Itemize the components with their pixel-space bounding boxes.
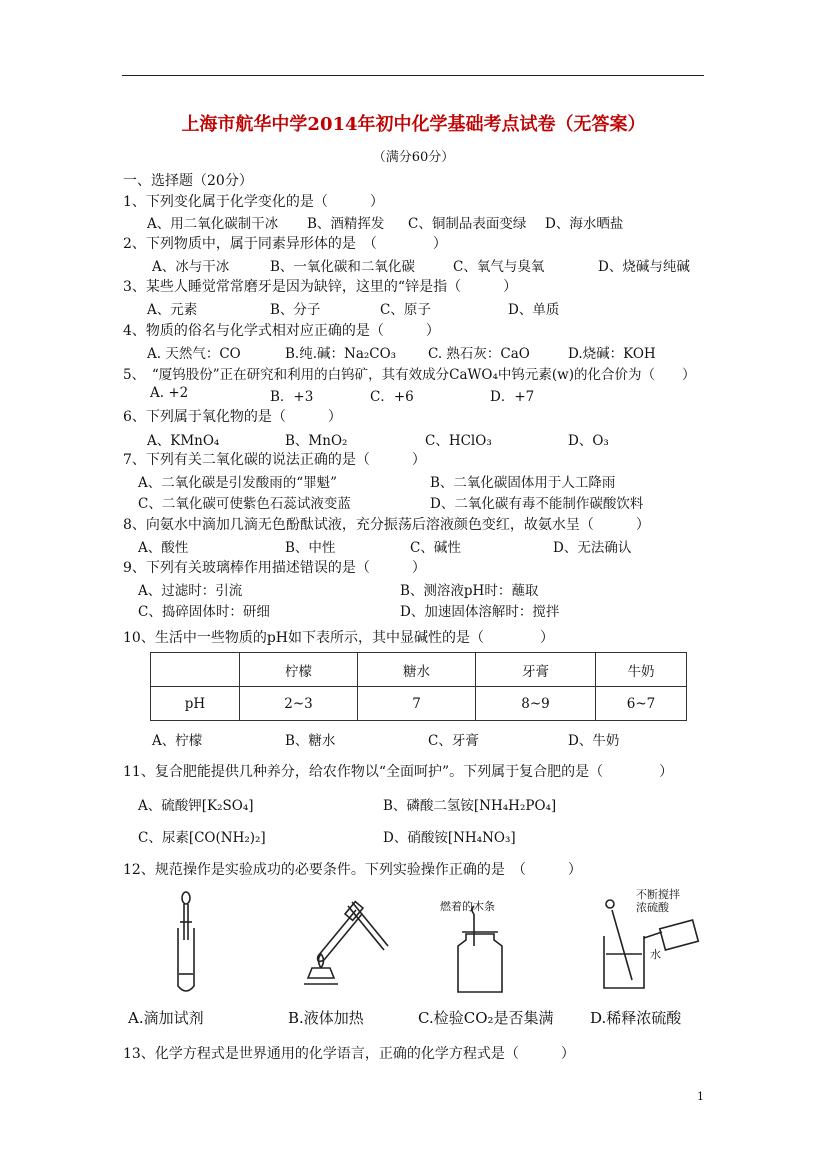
question-5-option-c: C．+6 bbox=[370, 389, 414, 405]
question-1-option-a: A、用二氧化碳制干冰 bbox=[147, 216, 279, 232]
ph-table-cell: 8~9 bbox=[476, 687, 596, 721]
question-6-option-b: B、MnO₂ bbox=[285, 433, 348, 449]
figure-d-water-label: 水 bbox=[650, 948, 661, 961]
question-3-option-a: A、元素 bbox=[147, 302, 198, 318]
ph-table bbox=[150, 652, 687, 721]
question-6-stem: 6、下列属于氧化物的是（ ） bbox=[123, 409, 342, 425]
ph-table-row bbox=[151, 687, 687, 721]
question-10-stem: 10、生活中一些物质的pH如下表所示，其中显碱性的是（ ） bbox=[123, 630, 554, 646]
figure-d-label: 不断搅拌浓硫酸 bbox=[636, 888, 680, 914]
question-6-option-a: A、KMnO₄ bbox=[147, 433, 220, 449]
liquid-heating-icon bbox=[288, 888, 408, 1000]
question-7-option-c: C、二氧化碳可使紫色石蕊试液变蓝 bbox=[138, 496, 351, 512]
page-number: 1 bbox=[697, 1090, 704, 1103]
question-3-option-b: B、分子 bbox=[270, 302, 321, 318]
ph-table-cell: 7 bbox=[358, 687, 476, 721]
question-12-stem: 12、规范操作是实验成功的必要条件。下列实验操作正确的是 （ ） bbox=[123, 862, 582, 878]
question-1-option-c: C、铜制品表面变绿 bbox=[408, 216, 527, 232]
question-13-stem: 13、化学方程式是世界通用的化学语言，正确的化学方程式是（ ） bbox=[123, 1046, 575, 1062]
figure-c-caption: C.检验CO₂是否集满 bbox=[418, 1009, 554, 1027]
figure-c-label: 燃着的木条 bbox=[440, 900, 495, 913]
question-7-option-d: D、二氧化碳有毒不能制作碳酸饮料 bbox=[430, 496, 644, 512]
question-7-option-a: A、二氧化碳是引发酸雨的“罪魁” bbox=[138, 475, 338, 491]
figure-d-caption: D.稀释浓硫酸 bbox=[590, 1009, 682, 1027]
question-9-option-c: C、捣碎固体时：研细 bbox=[138, 604, 270, 620]
question-1-option-b: B、酒精挥发 bbox=[307, 216, 385, 232]
question-5-option-b: B．+3 bbox=[270, 389, 314, 405]
question-2-option-a: A、冰与干冰 bbox=[152, 259, 230, 275]
question-5-option-a: A. +2 bbox=[150, 385, 189, 401]
dilution-beaker-icon bbox=[590, 888, 703, 1000]
question-10-option-c: C、牙膏 bbox=[428, 733, 479, 749]
ph-table-header-cell: 牛奶 bbox=[596, 653, 687, 687]
question-10-option-d: D、牛奶 bbox=[568, 733, 620, 749]
question-8-option-c: C、碱性 bbox=[410, 540, 461, 556]
question-7-stem: 7、下列有关二氧化碳的说法正确的是（ ） bbox=[123, 452, 426, 468]
ph-table-header-cell: 柠檬 bbox=[240, 653, 358, 687]
figure-c bbox=[418, 888, 558, 1028]
question-11-stem: 11、复合肥能提供几种养分，给农作物以“全面呵护”。下列属于复合肥的是（ ） bbox=[123, 764, 674, 780]
ph-table-header-cell: 牙膏 bbox=[476, 653, 596, 687]
figure-d bbox=[590, 888, 703, 1028]
ph-table-cell: 2~3 bbox=[240, 687, 358, 721]
ph-table-corner-cell bbox=[151, 653, 240, 687]
figure-b-caption: B.液体加热 bbox=[288, 1009, 364, 1027]
question-5-option-d: D．+7 bbox=[490, 389, 535, 405]
question-9-option-d: D、加速固体溶解时：搅拌 bbox=[400, 604, 560, 620]
question-6-option-c: C、HClO₃ bbox=[425, 433, 492, 449]
question-4-option-d: D.烧碱：KOH bbox=[568, 346, 656, 362]
header-rule bbox=[122, 75, 704, 76]
question-10-option-b: B、糖水 bbox=[285, 733, 336, 749]
question-3-stem: 3、某些人睡觉常常磨牙是因为缺锌，这里的“锌是指（ ） bbox=[123, 279, 518, 295]
ph-table-row-label: pH bbox=[151, 687, 240, 721]
question-10-option-a: A、柠檬 bbox=[152, 733, 203, 749]
figure-a bbox=[128, 888, 238, 1028]
question-8-option-b: B、中性 bbox=[285, 540, 336, 556]
question-5-stem: 5、 “厦钨股份”正在研究和利用的白钨矿，其有效成分CaWO₄中钨元素(w)的化合价为（ ） bbox=[123, 367, 696, 383]
ph-table-header-row bbox=[151, 653, 687, 687]
question-4-option-c: C. 熟石灰：CaO bbox=[428, 346, 530, 362]
question-2-stem: 2、下列物质中，属于同素异形体的是 （ ） bbox=[123, 236, 447, 252]
question-6-option-d: D、O₃ bbox=[568, 433, 609, 449]
test-tube-dropper-icon bbox=[128, 888, 238, 1000]
question-8-stem: 8、向氨水中滴加几滴无色酚酞试液，充分振荡后溶液颜色变红，故氨水呈（ ） bbox=[123, 517, 650, 533]
figure-a-caption: A.滴加试剂 bbox=[128, 1009, 204, 1027]
question-3-option-d: D、单质 bbox=[508, 302, 560, 318]
question-9-stem: 9、下列有关玻璃棒作用描述错误的是（ ） bbox=[123, 560, 426, 576]
question-11-option-c: C、尿素[CO(NH₂)₂] bbox=[138, 830, 266, 846]
page-title: 上海市航华中学2014年初中化学基础考点试卷（无答案） bbox=[181, 114, 646, 135]
question-4-stem: 4、物质的俗名与化学式相对应正确的是（ ） bbox=[123, 323, 440, 339]
ph-table-cell: 6~7 bbox=[596, 687, 687, 721]
experiment-figures bbox=[128, 888, 703, 1028]
question-4-option-b: B.纯.碱：Na₂CO₃ bbox=[285, 346, 397, 362]
question-9-option-a: A、过滤时：引流 bbox=[138, 583, 243, 599]
question-1-option-d: D、海水晒盐 bbox=[545, 216, 624, 232]
ph-table-header-cell: 糖水 bbox=[358, 653, 476, 687]
question-8-option-d: D、无法确认 bbox=[553, 540, 632, 556]
section-heading: 一、选择题（20分） bbox=[123, 173, 253, 189]
question-2-option-c: C、氧气与臭氧 bbox=[453, 259, 545, 275]
question-3-option-c: C、原子 bbox=[380, 302, 431, 318]
question-11-option-a: A、硫酸钾[K₂SO₄] bbox=[138, 798, 254, 814]
question-8-option-a: A、酸性 bbox=[138, 540, 189, 556]
question-9-option-b: B、测溶液pH时：蘸取 bbox=[400, 583, 539, 599]
page-subtitle: （满分60分） bbox=[372, 150, 455, 165]
question-2-option-b: B、一氧化碳和二氧化碳 bbox=[270, 259, 415, 275]
question-11-option-b: B、磷酸二氢铵[NH₄H₂PO₄] bbox=[383, 798, 557, 814]
question-7-option-b: B、二氧化碳固体用于人工降雨 bbox=[430, 475, 616, 491]
figure-b bbox=[288, 888, 408, 1028]
gas-bottle-icon bbox=[418, 888, 558, 1000]
question-11-option-d: D、硝酸铵[NH₄NO₃] bbox=[383, 830, 516, 846]
question-1-stem: 1、下列变化属于化学变化的是（ ） bbox=[123, 194, 384, 210]
question-2-option-d: D、烧碱与纯碱 bbox=[598, 259, 690, 275]
question-4-option-a: A. 天然气：CO bbox=[147, 346, 241, 362]
